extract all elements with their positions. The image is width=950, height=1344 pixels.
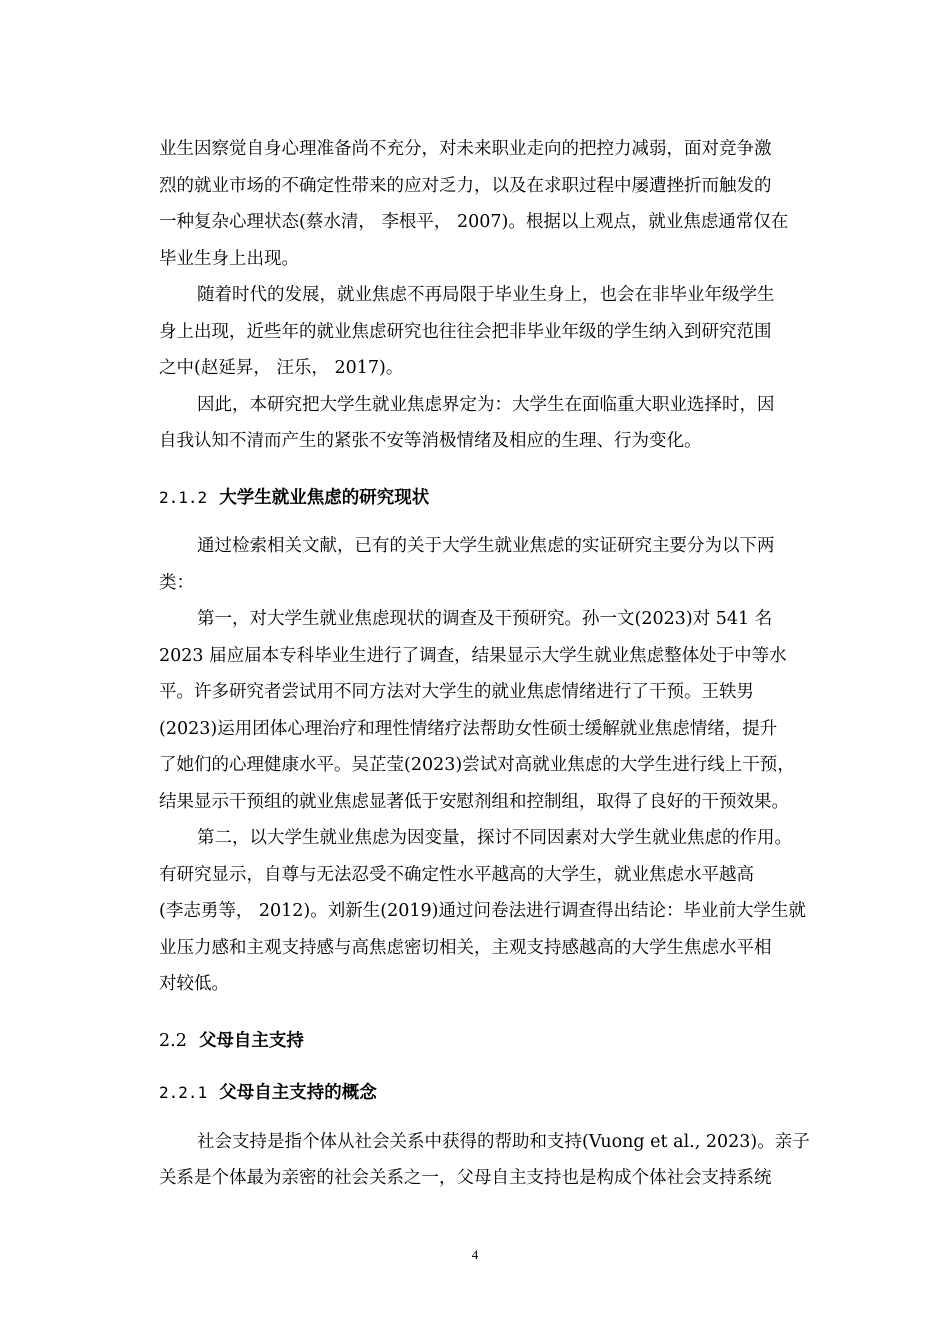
paragraph-6 bbox=[159, 820, 839, 1003]
text-line: 对较低。 bbox=[159, 974, 229, 994]
section-heading-2-1-2 bbox=[159, 480, 839, 517]
text-line: 2023 届应届本专科毕业生进行了调查，结果显示大学生就业焦虑整体处于中等水 bbox=[159, 645, 787, 666]
text-line: 自我认知不清而产生的紧张不安等消极情绪及相应的生理、行为变化。 bbox=[159, 431, 702, 451]
heading-number: 2.2.1 bbox=[159, 1083, 208, 1102]
paragraph-5 bbox=[159, 601, 839, 820]
section-heading-2-2-1 bbox=[159, 1075, 839, 1112]
text-line: 业生因察觉自身心理准备尚不充分，对未来职业走向的把控力减弱，面对竞争激 bbox=[159, 139, 772, 159]
text-line: 业压力感和主观支持感与高焦虑密切相关，主观支持感越高的大学生焦虑水平相 bbox=[159, 937, 772, 958]
text-line: 毕业生身上出现。 bbox=[159, 248, 299, 269]
text-line: 一种复杂心理状态(蔡水清， 李根平， 2007)。根据以上观点，就业焦虑通常仅在 bbox=[159, 212, 789, 232]
heading-number: 2.1.2 bbox=[159, 487, 208, 507]
text-line: 类： bbox=[159, 572, 194, 593]
text-line: 结果显示干预组的就业焦虑显著低于安慰剂组和控制组，取得了良好的干预效果。 bbox=[159, 791, 789, 812]
page-number: 4 bbox=[471, 1247, 479, 1262]
text-line: 关系是个体最为亲密的社会关系之一，父母自主支持也是构成个体社会支持系统 bbox=[159, 1168, 772, 1188]
text-line: 第二，以大学生就业焦虑为因变量，探讨不同因素对大学生就业焦虑的作用。 bbox=[197, 828, 792, 848]
paragraph-3 bbox=[159, 387, 839, 460]
text-line: (李志勇等， 2012)。刘新生(2019)通过问卷法进行调查得出结论：毕业前大学生就 bbox=[159, 901, 806, 921]
text-line: 有研究显示，自尊与无法忍受不确定性水平越高的大学生，就业焦虑水平越高 bbox=[159, 864, 754, 885]
heading-title: 大学生就业焦虑的研究现状 bbox=[219, 487, 430, 508]
text-line: 平。许多研究者尝试用不同方法对大学生的就业焦虑情绪进行了干预。王轶男 bbox=[159, 682, 754, 702]
text-line: 身上出现，近些年的就业焦虑研究也往往会把非毕业年级的学生纳入到研究范围 bbox=[159, 321, 772, 342]
section-heading-2-2 bbox=[159, 1023, 839, 1060]
text-line: 了她们的心理健康水平。吴芷莹(2023)尝试对高就业焦虑的大学生进行线上干预， bbox=[159, 755, 795, 775]
paragraph-7 bbox=[159, 1124, 839, 1197]
paragraph-4 bbox=[159, 528, 839, 601]
text-line: 通过检索相关文献，已有的关于大学生就业焦虑的实证研究主要分为以下两 bbox=[197, 536, 775, 556]
heading-title: 父母自主支持的概念 bbox=[219, 1083, 377, 1103]
text-line: 烈的就业市场的不确定性带来的应对乏力，以及在求职过程中屡遭挫折而触发的 bbox=[159, 175, 772, 196]
heading-title: 父母自主支持 bbox=[198, 1030, 304, 1051]
page-body bbox=[159, 131, 839, 1197]
text-line: 社会支持是指个体从社会关系中获得的帮助和支持(Vuong et al., 2023)。亲子 bbox=[197, 1131, 810, 1152]
heading-number: 2.2 bbox=[159, 1030, 187, 1051]
text-line: 第一，对大学生就业焦虑现状的调查及干预研究。孙一文(2023)对 541 名 bbox=[197, 609, 773, 629]
paragraph-2 bbox=[159, 277, 839, 387]
text-line: 之中(赵延昇， 汪乐， 2017)。 bbox=[159, 358, 404, 378]
text-line: 因此，本研究把大学生就业焦虑界定为：大学生在面临重大职业选择时，因 bbox=[197, 394, 775, 415]
text-line: 随着时代的发展，就业焦虑不再局限于毕业生身上，也会在非毕业年级学生 bbox=[197, 285, 775, 305]
text-line: (2023)运用团体心理治疗和理性情绪疗法帮助女性硕士缓解就业焦虑情绪，提升 bbox=[159, 718, 778, 739]
paragraph-1 bbox=[159, 131, 839, 277]
